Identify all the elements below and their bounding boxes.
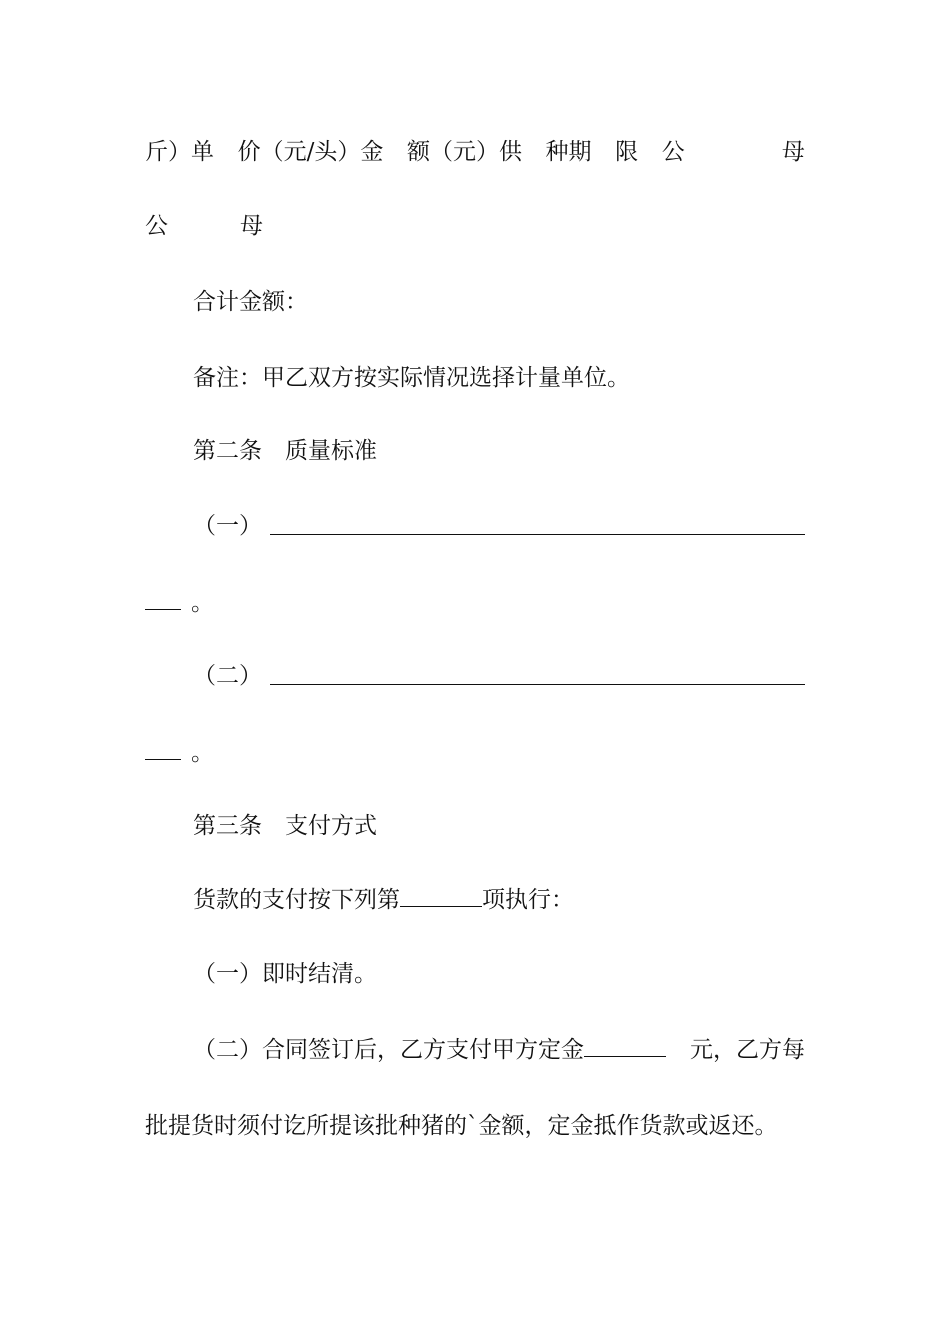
quality-item-2-end: [145, 737, 805, 769]
line-end-mark: 。: [191, 590, 214, 616]
article-3-heading: 第三条 支付方式: [193, 813, 377, 839]
payment-lead-text: 货款的支付按下列第: [193, 887, 400, 913]
header-cell-female: 母: [781, 139, 805, 165]
note-paragraph: 备注：甲乙双方按实际情况选择计量单位。: [193, 365, 630, 391]
header-cell-supply: 种期: [545, 139, 592, 165]
article-2-heading: 第二条 质量标准: [193, 438, 377, 464]
line-end-mark: 。: [191, 740, 214, 766]
subheader-cell-female: 母: [240, 213, 263, 239]
table-header-line: [145, 136, 805, 168]
payment-option-2-text-a: （二）合同签订后，乙方支付甲方定金: [193, 1037, 584, 1063]
payment-method-line: [193, 884, 805, 916]
quality-item-1-blank-cont[interactable]: [145, 589, 181, 610]
header-cell-amount: 额（元）供: [406, 139, 522, 165]
header-cell-unit-price: 价（元/头）金: [237, 139, 384, 165]
subheader-cell-male: 公: [145, 213, 168, 239]
payment-option-2-continued: 批提货时须付讫所提该批种猪的`金额，定金抵作货款或返还。: [145, 1113, 778, 1139]
total-amount-label: 合计金额：: [193, 289, 308, 315]
header-cell-male: 公: [661, 139, 685, 165]
quality-item-2-blank[interactable]: [270, 684, 805, 685]
quality-item-1-blank[interactable]: [270, 534, 805, 535]
payment-item-blank[interactable]: [400, 886, 482, 907]
quality-item-1-label: （一）: [193, 513, 262, 539]
payment-option-2-text-b: 元，乙方每: [690, 1037, 805, 1063]
header-cell-weight: 斤）单: [145, 139, 214, 165]
quality-item-1-end: [145, 587, 805, 619]
payment-option-1: （一）即时结清。: [193, 961, 377, 987]
header-cell-period: 限: [615, 139, 639, 165]
payment-option-2: [193, 1034, 805, 1066]
quality-item-2-blank-cont[interactable]: [145, 739, 181, 760]
quality-item-2-label: （二）: [193, 663, 262, 689]
payment-tail-text: 项执行：: [482, 887, 574, 913]
deposit-amount-blank[interactable]: [584, 1036, 666, 1057]
table-subheader-line: [145, 210, 805, 242]
